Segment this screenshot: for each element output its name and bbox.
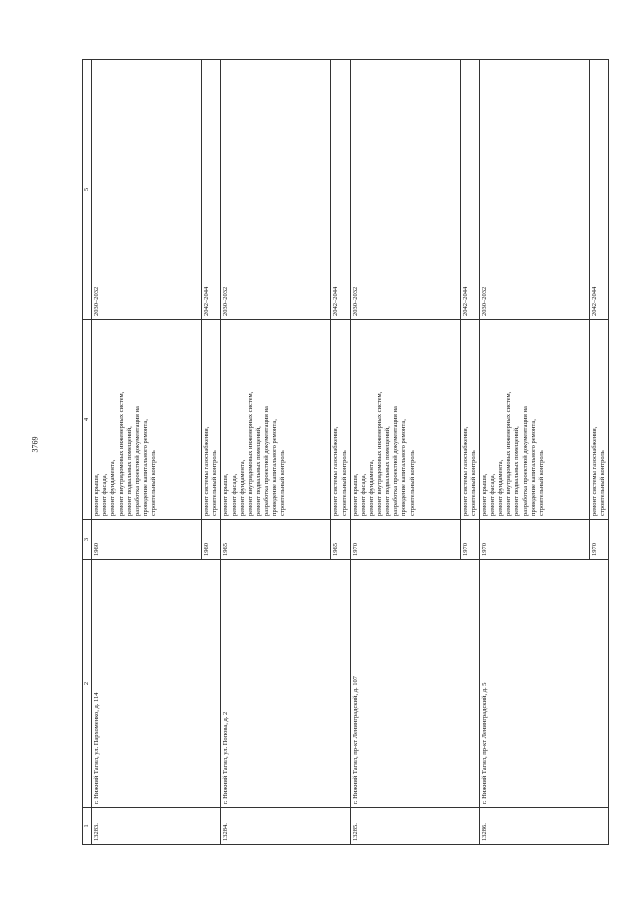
works-line: строительный контроль — [279, 450, 287, 516]
year-cell: 1970 — [460, 520, 479, 560]
works-cell — [331, 320, 350, 520]
table-row — [350, 60, 460, 845]
works-line: строительный контроль — [469, 450, 477, 516]
period-cell: 2042–2044 — [589, 60, 608, 320]
year-cell: 1965 — [221, 520, 331, 560]
works-line: ремонт фундамента, — [109, 459, 117, 516]
table-header — [83, 60, 92, 845]
year-cell: 1970 — [350, 520, 460, 560]
address-cell: г. Нижний Тагил, пр-кт Ленинградский, д. 107 — [350, 560, 479, 808]
works-line: ремонт подвальных помещений, — [513, 426, 521, 516]
works-line: ремонт крыши, — [93, 473, 101, 516]
works-line: разработка проектной документации на — [392, 406, 400, 516]
period-cell: 2042–2044 — [202, 60, 221, 320]
works-line: ремонт фасада, — [101, 473, 109, 516]
works-line: проведение капитального ремонта, — [141, 419, 149, 516]
address-cell: г. Нижний Тагил, ул. Попова, д. 2 — [221, 560, 350, 808]
works-line: ремонт системы газоснабжения, — [590, 426, 598, 516]
works-cell — [350, 320, 460, 520]
works-line: ремонт внутридомовых инженерных систем, — [117, 391, 125, 516]
works-line: ремонт системы газоснабжения, — [332, 426, 340, 516]
period-cell: 2030–2032 — [350, 60, 460, 320]
works-line: ремонт подвальных помещений, — [125, 426, 133, 516]
page-number: 3769 — [30, 436, 40, 453]
works-cell — [202, 320, 221, 520]
row-number: 13284. — [221, 808, 350, 845]
document-page — [82, 85, 606, 845]
works-line: разработка проектной документации на — [133, 406, 141, 516]
works-cell — [479, 320, 589, 520]
works-cell — [92, 320, 202, 520]
works-line: ремонт фундамента, — [238, 459, 246, 516]
works-line: ремонт внутридомовых инженерных систем, — [376, 391, 383, 516]
works-line: ремонт фундамента, — [367, 459, 375, 516]
works-line: ремонт фасада, — [230, 473, 238, 516]
works-line: проведение капитального ремонта, — [529, 419, 537, 516]
row-number: 13285. — [350, 808, 479, 845]
works-line: ремонт подвальных помещений, — [384, 426, 392, 516]
works-line: строительный контроль — [150, 450, 157, 516]
table-body — [92, 60, 609, 845]
period-cell: 2030–2032 — [479, 60, 589, 320]
header-col-4: 4 — [83, 320, 92, 520]
header-col-1: 1 — [83, 808, 92, 845]
year-cell: 1960 — [202, 520, 221, 560]
works-line: ремонт подвальных помещений, — [254, 426, 262, 516]
works-cell — [460, 320, 479, 520]
works-line: строительный контроль — [340, 450, 348, 516]
works-line: ремонт крыши, — [222, 473, 230, 516]
row-number: 13286. — [479, 808, 608, 845]
works-cell — [221, 320, 331, 520]
address-cell: г. Нижний Тагил, ул. Пархоменко, д. 114 — [92, 560, 221, 808]
header-col-2: 2 — [83, 560, 92, 808]
table-row — [479, 60, 589, 845]
year-cell: 1960 — [92, 520, 202, 560]
works-line: разработка проектной документации на — [263, 406, 270, 516]
table-row — [221, 60, 331, 845]
works-line: ремонт системы газоснабжения, — [461, 426, 469, 516]
works-line: ремонт фундамента, — [497, 459, 505, 516]
works-cell — [589, 320, 608, 520]
works-line: проведение капитального ремонта, — [271, 419, 279, 516]
works-line: ремонт системы газоснабжения, — [203, 426, 211, 516]
year-cell: 1970 — [589, 520, 608, 560]
header-col-3: 3 — [83, 520, 92, 560]
works-line: ремонт внутридомовых инженерных систем, — [246, 391, 254, 516]
year-cell: 1970 — [479, 520, 589, 560]
works-line: разработка проектной документации на — [521, 406, 529, 516]
works-line: ремонт внутридомовых инженерных систем, — [505, 391, 513, 516]
row-number: 13283. — [92, 808, 221, 845]
period-cell: 2030–2032 — [92, 60, 202, 320]
works-line: строительный контроль — [599, 450, 606, 516]
header-row — [83, 60, 92, 845]
works-line: проведение капитального ремонта, — [400, 419, 408, 516]
works-line: строительный контроль — [408, 450, 416, 516]
period-cell: 2042–2044 — [460, 60, 479, 320]
works-line: строительный контроль — [537, 450, 545, 516]
address-cell: г. Нижний Тагил, пр-кт Ленинградский, д. 5 — [479, 560, 608, 808]
repair-schedule-table — [82, 59, 609, 845]
works-line: ремонт фасада, — [359, 473, 367, 516]
header-col-5: 5 — [83, 60, 92, 320]
table-row — [92, 60, 202, 845]
period-cell: 2030–2032 — [221, 60, 331, 320]
year-cell: 1965 — [331, 520, 350, 560]
rotated-table-container — [82, 85, 606, 845]
works-line: строительный контроль — [211, 450, 219, 516]
works-line: ремонт крыши, — [351, 473, 359, 516]
period-cell: 2042–2044 — [331, 60, 350, 320]
works-line: ремонт фасада, — [489, 473, 496, 516]
works-line: ремонт крыши, — [480, 473, 488, 516]
